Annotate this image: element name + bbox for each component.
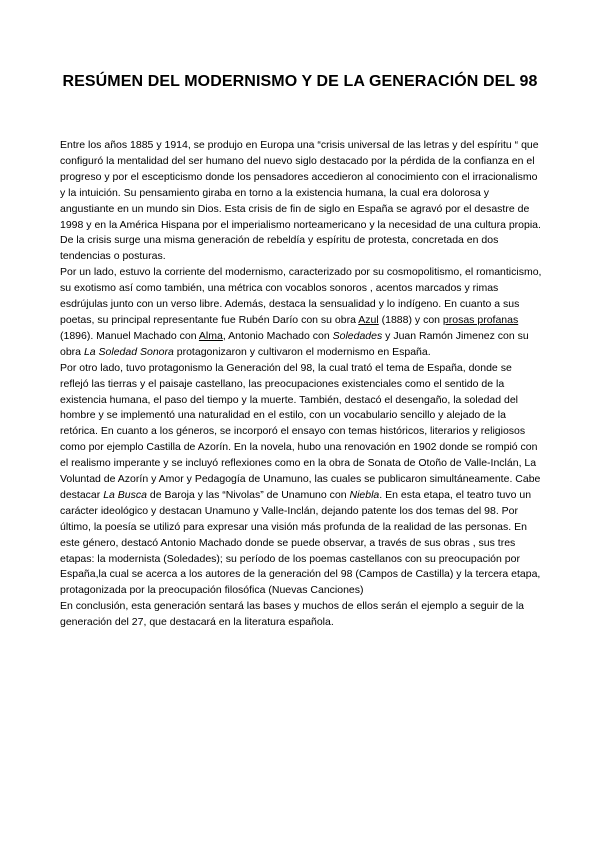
work-title-prosas-profanas: prosas profanas xyxy=(442,313,519,326)
text-run: , Antonio Machado con xyxy=(222,329,333,342)
work-title-soledad-sonora: La Soledad Sonora xyxy=(83,345,174,358)
work-title-la-busca: La Busca xyxy=(103,488,147,501)
paragraph-generacion-98 xyxy=(60,361,543,600)
work-title-azul: Azul xyxy=(358,313,379,326)
text-run: Por un lado, estuvo la corriente del modernismo, caracterizado por su cosmopolitismo, el romanticismo, su exotismo así como también, una métrica con vocablos sonoros , acentos marcados y rimas esdrújulas junto con un verso libre. Además, destaca la sensualidad y lo indígeno. En cuanto a sus poetas, su principal representante fue Rubén Darío con su obra xyxy=(60,266,542,326)
paragraph-conclusion: En conclusión, esta generación sentará las bases y muchos de ellos serán el ejemplo a seguir de la generación del 27, que destacará en la literatura española. xyxy=(60,600,525,629)
paragraph-modernismo xyxy=(60,265,543,360)
work-title-soledades: Soledades xyxy=(332,329,383,342)
text-run: de Baroja y las “Nivolas” de Unamuno con xyxy=(146,488,350,501)
document-body xyxy=(60,138,543,631)
text-run: . En esta etapa, el teatro tuvo un carácter ideológico y destacan Unamuno y Valle-Inclán, dejando patente los dos temas del 98. Por último, la poesía se utilizó para expresar una visión más profunda de la realidad de las personas. En este género, destacó Antonio Machado donde se puede observar, a través de sus obras , sus tres etapas: la modernista (Soledades); su período de los poemas castellanos con su preocupación por España,la cual se acerca a los autores de la generación del 98 (Campos de Castilla) y la tercera etapa, protagonizada por la preocupación filosófica (Nuevas Canciones) xyxy=(60,488,541,597)
text-run: protagonizaron y cultivaron el modernismo en España. xyxy=(173,345,431,358)
paragraph-intro: Entre los años 1885 y 1914, se produjo en Europa una “crisis universal de las letras y del espíritu “ que configuró la mentalidad del ser humano del nuevo siglo destacado por la pérdida de la confianza en el progreso y por el escepticismo donde los pensadores accedieron al conocimiento con el irracionalismo y la intuición. Su pensamiento giraba en torno a la existencia humana, la cual era dolorosa y angustiante en un mundo sin Dios. Esta crisis de fin de siglo en España se agravó por el desastre de 1998 y en la América Hispana por el imperialismo norteamericano y la necesidad de una cultura propia. De la crisis surge una misma generación de rebeldía y espíritu de protesta, concretada en dos tendencias o posturas. xyxy=(60,139,541,263)
text-run: (1896). Manuel Machado con xyxy=(60,329,199,342)
text-run: y Juan Ramón Jimenez con su obra xyxy=(60,329,529,358)
page-title: RESÚMEN DEL MODERNISMO Y DE LA GENERACIÓN DEL 98 xyxy=(62,73,538,90)
text-run: Por otro lado, tuvo protagonismo la Generación del 98, la cual trató el tema de España, donde se reflejó las tierras y el paisaje castellano, las preocupaciones existenciales como el sentido de la existencia humana, el paso del tiempo y la muerte. También, destacó el desengaño, la soledad del hombre y se implementó una naturalidad en el estilo, con un vocabulario sencillo y alejado de la retórica. En cuanto a los géneros, se incorporó el ensayo con temas históricos, literarios y religiosos como por ejemplo Castilla de Azorín. En la novela, hubo una renovación en 1902 donde se rompió con el realismo imperante y se incluyó reflexiones como en la obra de Sonata de Otoño de Valle-Inclán, La Voluntad de Azorín y Amor y Pedagogía de Unamuno, las cuales se publicaron simultáneamente. Cabe destacar xyxy=(60,361,541,501)
text-run: (1888) y con xyxy=(378,313,443,326)
work-title-alma: Alma xyxy=(198,329,223,342)
work-title-niebla: Niebla xyxy=(349,488,380,501)
